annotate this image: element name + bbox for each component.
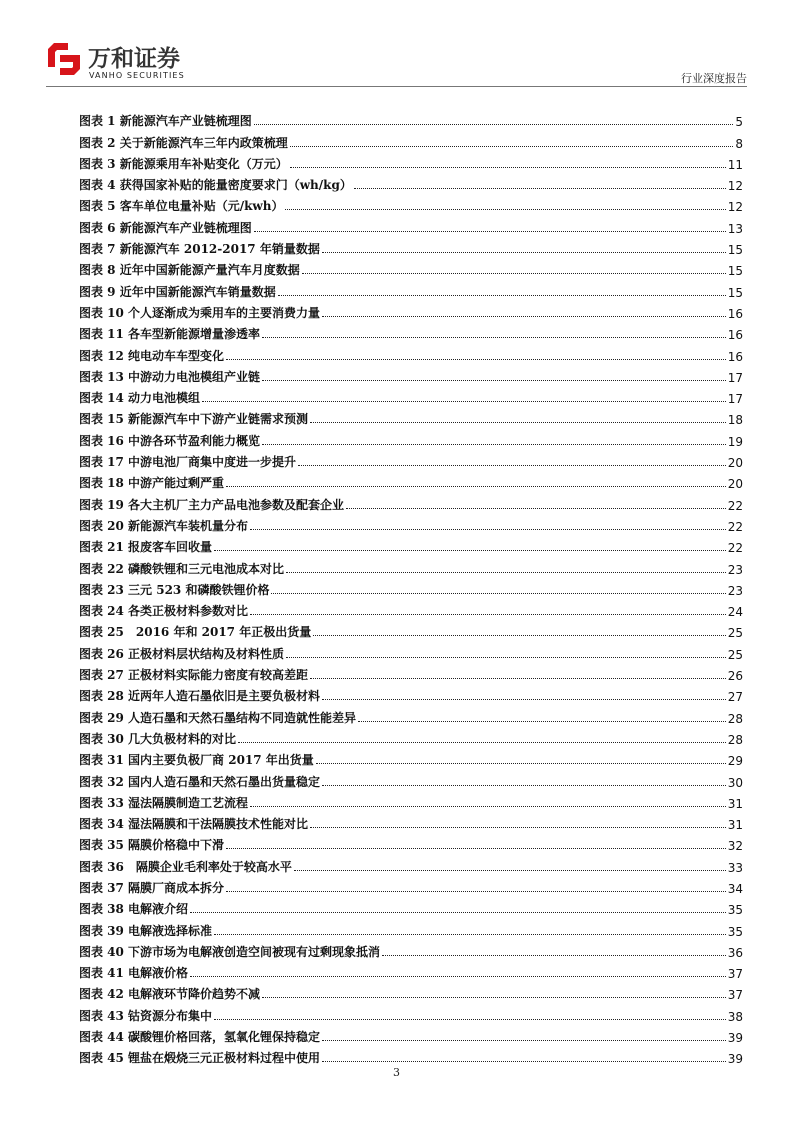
toc-dot-leader	[214, 550, 726, 551]
toc-entry-page[interactable]: 22	[727, 519, 743, 534]
toc-entry[interactable]	[79, 704, 743, 725]
toc-entry-page[interactable]: 39	[727, 1031, 743, 1046]
header-divider-left	[46, 86, 180, 87]
toc-entry[interactable]	[79, 896, 743, 917]
toc-entry-label[interactable]: 图表 8 近年中国新能源产量汽车月度数据	[79, 263, 300, 278]
toc-dot-leader	[322, 316, 726, 317]
toc-entry-page[interactable]: 29	[727, 754, 743, 769]
toc-entry[interactable]	[79, 960, 743, 981]
toc-entry-page[interactable]: 24	[727, 605, 743, 620]
toc-entry-page[interactable]: 16	[727, 306, 743, 321]
toc-entry-label[interactable]: 图表 37 隔膜厂商成本拆分	[79, 880, 225, 895]
toc-entry-label[interactable]: 图表 32 国内人造石墨和天然石墨出货量稳定	[79, 774, 321, 789]
toc-entry-label[interactable]: 图表 35 隔膜价格稳中下滑	[79, 838, 225, 853]
toc-dot-leader	[226, 848, 726, 849]
toc-dot-leader	[278, 295, 726, 296]
toc-entry[interactable]	[79, 875, 743, 896]
toc-dot-leader	[254, 231, 726, 232]
toc-entry-page[interactable]: 15	[727, 285, 743, 300]
toc-dot-leader	[310, 678, 726, 679]
toc-dot-leader	[310, 827, 726, 828]
toc-dot-leader	[322, 1061, 726, 1062]
toc-entry[interactable]	[79, 129, 743, 150]
toc-dot-leader	[310, 422, 726, 423]
toc-entry-page[interactable]: 33	[727, 860, 743, 875]
toc-entry[interactable]	[79, 300, 743, 321]
toc-entry[interactable]	[79, 917, 743, 938]
toc-entry-label[interactable]: 图表 36 隔膜企业毛利率处于较高水平	[79, 859, 292, 874]
toc-entry[interactable]	[79, 1045, 743, 1066]
toc-dot-leader	[262, 444, 726, 445]
toc-dot-leader	[316, 763, 726, 764]
toc-entry-label[interactable]: 图表 22 磷酸铁锂和三元电池成本对比	[79, 561, 285, 576]
toc-entry[interactable]	[79, 427, 743, 448]
toc-entry-label[interactable]: 图表 7 新能源汽车 2012-2017 年销量数据	[79, 242, 320, 257]
toc-dot-leader	[382, 955, 726, 956]
toc-entry-label[interactable]: 图表 1 新能源汽车产业链梳理图	[79, 114, 252, 129]
toc-entry-page[interactable]: 35	[727, 903, 743, 918]
toc-dot-leader	[226, 359, 726, 360]
toc-entry-page[interactable]: 17	[727, 392, 743, 407]
toc-entry-label[interactable]: 图表 24 各类正极材料参数对比	[79, 604, 249, 619]
toc-entry-label[interactable]: 图表 26 正极材料层状结构及材料性质	[79, 646, 285, 661]
toc-entry-label[interactable]: 图表 44 碳酸锂价格回落，氢氧化锂保持稳定	[79, 1030, 321, 1045]
toc-entry-page[interactable]: 31	[727, 796, 743, 811]
toc-entry-page[interactable]: 25	[727, 647, 743, 662]
toc-entry-label[interactable]: 图表 9 近年中国新能源汽车销量数据	[79, 284, 276, 299]
toc-entry-label[interactable]: 图表 39 电解液选择标准	[79, 923, 213, 938]
toc-entry[interactable]	[79, 534, 743, 555]
toc-dot-leader	[285, 209, 725, 210]
toc-entry[interactable]	[79, 832, 743, 853]
toc-entry[interactable]	[79, 640, 743, 661]
toc-entry-label[interactable]: 图表 40 下游市场为电解液创造空间被现有过剩现象抵消	[79, 944, 381, 959]
toc-entry-page[interactable]: 35	[727, 924, 743, 939]
toc-entry-label[interactable]: 图表 34 湿法隔膜和干法隔膜技术性能对比	[79, 817, 309, 832]
toc-entry-label[interactable]: 图表 10 个人逐渐成为乘用车的主要消费力量	[79, 305, 321, 320]
toc-entry-page[interactable]: 19	[727, 434, 743, 449]
toc-dot-leader	[286, 657, 726, 658]
toc-entry[interactable]	[79, 662, 743, 683]
toc-entry[interactable]	[79, 342, 743, 363]
toc-dot-leader	[313, 635, 726, 636]
toc-entry-label[interactable]: 图表 15 新能源汽车中下游产业链需求预测	[79, 412, 309, 427]
toc-entry-page[interactable]: 31	[727, 818, 743, 833]
toc-entry-label[interactable]: 图表 2 关于新能源汽车三年内政策梳理	[79, 135, 288, 150]
toc-entry-label[interactable]: 图表 3 新能源乘用车补贴变化（万元）	[79, 156, 288, 171]
toc-dot-leader	[262, 337, 726, 338]
toc-dot-leader	[226, 891, 726, 892]
toc-dot-leader	[202, 401, 726, 402]
toc-entry-label[interactable]: 图表 5 客车单位电量补贴（元/kwh）	[79, 199, 284, 214]
toc-entry-page[interactable]: 22	[727, 541, 743, 556]
toc-entry[interactable]	[79, 278, 743, 299]
toc-entry-label[interactable]: 图表 6 新能源汽车产业链梳理图	[79, 220, 252, 235]
toc-entry-label[interactable]: 图表 31 国内主要负极厂商 2017 年出货量	[79, 753, 314, 768]
toc-entry-label[interactable]: 图表 27 正极材料实际能力密度有较高差距	[79, 668, 309, 683]
toc-entry[interactable]	[79, 555, 743, 576]
toc-entry-page[interactable]: 25	[727, 626, 743, 641]
toc-dot-leader	[250, 614, 726, 615]
toc-entry-page[interactable]: 37	[727, 988, 743, 1003]
toc-dot-leader	[250, 529, 726, 530]
toc-entry-page[interactable]: 22	[727, 498, 743, 513]
toc-entry[interactable]	[79, 790, 743, 811]
toc-entry-page[interactable]: 15	[727, 264, 743, 279]
toc-dot-leader	[346, 508, 726, 509]
toc-entry[interactable]	[79, 513, 743, 534]
toc-entry-label[interactable]: 图表 23 三元 523 和磷酸铁锂价格	[79, 582, 270, 597]
toc-entry-label[interactable]: 图表 20 新能源汽车装机量分布	[79, 518, 249, 533]
toc-entry[interactable]	[79, 598, 743, 619]
toc-entry-label[interactable]: 图表 18 中游产能过剩严重	[79, 476, 225, 491]
toc-entry[interactable]	[79, 747, 743, 768]
toc-entry-label[interactable]: 图表 42 电解液环节降价趋势不减	[79, 987, 261, 1002]
page-number: 3	[393, 1066, 400, 1079]
toc-dot-leader	[190, 912, 726, 913]
toc-entry[interactable]	[79, 470, 743, 491]
toc-entry-label[interactable]: 图表 19 各大主机厂主力产品电池参数及配套企业	[79, 497, 345, 512]
brand-name-cn: 万和证券	[88, 46, 180, 72]
toc-entry[interactable]	[79, 619, 743, 640]
toc-entry-label[interactable]: 图表 11 各车型新能源增量渗透率	[79, 327, 261, 342]
toc-dot-leader	[322, 252, 726, 253]
toc-entry[interactable]	[79, 768, 743, 789]
toc-dot-leader	[214, 934, 726, 935]
toc-entry-page[interactable]: 11	[727, 157, 743, 172]
toc-entry-label[interactable]: 图表 17 中游电池厂商集中度进一步提升	[79, 455, 297, 470]
toc-entry-label[interactable]: 图表 28 近两年人造石墨依旧是主要负极材料	[79, 689, 321, 704]
toc-entry-page[interactable]: 32	[727, 839, 743, 854]
toc-entry-label[interactable]: 图表 25 2016 年和 2017 年正极出货量	[79, 625, 312, 640]
toc-entry-page[interactable]: 30	[727, 775, 743, 790]
toc-entry-page[interactable]: 37	[727, 967, 743, 982]
toc-dot-leader	[290, 146, 734, 147]
toc-entry[interactable]	[79, 1024, 743, 1045]
toc-entry[interactable]	[79, 108, 743, 129]
toc-entry-page[interactable]: 18	[727, 413, 743, 428]
toc-entry-page[interactable]: 23	[727, 583, 743, 598]
toc-entry-page[interactable]: 36	[727, 945, 743, 960]
toc-entry[interactable]	[79, 683, 743, 704]
toc-dot-leader	[250, 806, 726, 807]
toc-entry-label[interactable]: 图表 38 电解液介绍	[79, 902, 189, 917]
toc-dot-leader	[190, 976, 726, 977]
toc-entry-label[interactable]: 图表 21 报废客车回收量	[79, 540, 213, 555]
toc-entry-label[interactable]: 图表 4 获得国家补贴的能量密度要求门（wh/kg）	[79, 178, 352, 193]
toc-entry-label[interactable]: 图表 13 中游动力电池模组产业链	[79, 369, 261, 384]
toc-dot-leader	[290, 167, 726, 168]
toc-entry-page[interactable]: 20	[727, 477, 743, 492]
toc-dot-leader	[262, 380, 726, 381]
toc-dot-leader	[286, 572, 726, 573]
toc-entry[interactable]	[79, 853, 743, 874]
toc-dot-leader	[322, 1040, 726, 1041]
toc-entry-page[interactable]: 16	[727, 328, 743, 343]
toc-dot-leader	[271, 593, 725, 594]
toc-entry-label[interactable]: 图表 14 动力电池模组	[79, 391, 201, 406]
toc-entry[interactable]	[79, 151, 743, 172]
toc-dot-leader	[254, 124, 734, 125]
toc-entry[interactable]	[79, 172, 743, 193]
toc-entry[interactable]	[79, 811, 743, 832]
toc-dot-leader	[354, 188, 726, 189]
toc-entry-label[interactable]: 图表 33 湿法隔膜制造工艺流程	[79, 795, 249, 810]
toc-entry[interactable]	[79, 981, 743, 1002]
toc-entry[interactable]	[79, 364, 743, 385]
toc-entry[interactable]	[79, 257, 743, 278]
toc-entry-label[interactable]: 图表 30 几大负极材料的对比	[79, 731, 237, 746]
toc-entry[interactable]	[79, 385, 743, 406]
toc-entry-label[interactable]: 图表 16 中游各环节盈利能力概览	[79, 433, 261, 448]
toc-entry-label[interactable]: 图表 12 纯电动车车型变化	[79, 348, 225, 363]
toc-dot-leader	[238, 742, 726, 743]
toc-entry[interactable]	[79, 214, 743, 235]
toc-entry[interactable]	[79, 726, 743, 747]
toc-entry-page[interactable]: 20	[727, 456, 743, 471]
toc-entry-label[interactable]: 图表 29 人造石墨和天然石墨结构不同造就性能差异	[79, 710, 357, 725]
toc-entry[interactable]	[79, 449, 743, 470]
toc-entry[interactable]	[79, 491, 743, 512]
toc-entry[interactable]	[79, 236, 743, 257]
toc-entry[interactable]	[79, 1002, 743, 1023]
table-of-figures	[79, 108, 743, 1066]
toc-dot-leader	[226, 486, 726, 487]
toc-dot-leader	[298, 465, 726, 466]
toc-dot-leader	[302, 273, 726, 274]
toc-entry-page[interactable]: 5	[735, 115, 743, 130]
toc-dot-leader	[294, 870, 726, 871]
toc-entry-page[interactable]: 15	[727, 243, 743, 258]
toc-entry-page[interactable]: 16	[727, 349, 743, 364]
toc-entry-page[interactable]: 39	[727, 1052, 743, 1067]
toc-entry-label[interactable]: 图表 43 钴资源分布集中	[79, 1008, 213, 1023]
toc-entry-page[interactable]: 12	[727, 200, 743, 215]
toc-entry-page[interactable]: 8	[735, 136, 743, 151]
toc-entry-label[interactable]: 图表 41 电解液价格	[79, 966, 189, 981]
toc-entry-page[interactable]: 13	[727, 221, 743, 236]
toc-entry[interactable]	[79, 939, 743, 960]
toc-entry-page[interactable]: 34	[727, 881, 743, 896]
toc-dot-leader	[214, 1019, 726, 1020]
toc-entry[interactable]	[79, 406, 743, 427]
toc-entry[interactable]	[79, 577, 743, 598]
header-divider	[180, 86, 747, 87]
toc-entry-page[interactable]: 26	[727, 669, 743, 684]
toc-entry-label[interactable]: 图表 45 锂盐在煅烧三元正极材料过程中使用	[79, 1051, 321, 1066]
report-type-label: 行业深度报告	[681, 72, 747, 85]
toc-entry-page[interactable]: 38	[727, 1009, 743, 1024]
toc-entry-page[interactable]: 12	[727, 179, 743, 194]
page-header	[0, 0, 793, 90]
toc-entry-page[interactable]: 28	[727, 732, 743, 747]
toc-entry-page[interactable]: 27	[727, 690, 743, 705]
toc-entry-page[interactable]: 17	[727, 370, 743, 385]
brand-name-en: VANHO SECURITIES	[89, 71, 185, 80]
toc-dot-leader	[262, 997, 726, 998]
toc-entry[interactable]	[79, 321, 743, 342]
toc-dot-leader	[322, 785, 726, 786]
toc-entry-page[interactable]: 28	[727, 711, 743, 726]
toc-entry[interactable]	[79, 193, 743, 214]
vanho-logo-icon	[46, 41, 82, 77]
toc-entry-page[interactable]: 23	[727, 562, 743, 577]
toc-dot-leader	[322, 699, 726, 700]
toc-dot-leader	[358, 721, 726, 722]
